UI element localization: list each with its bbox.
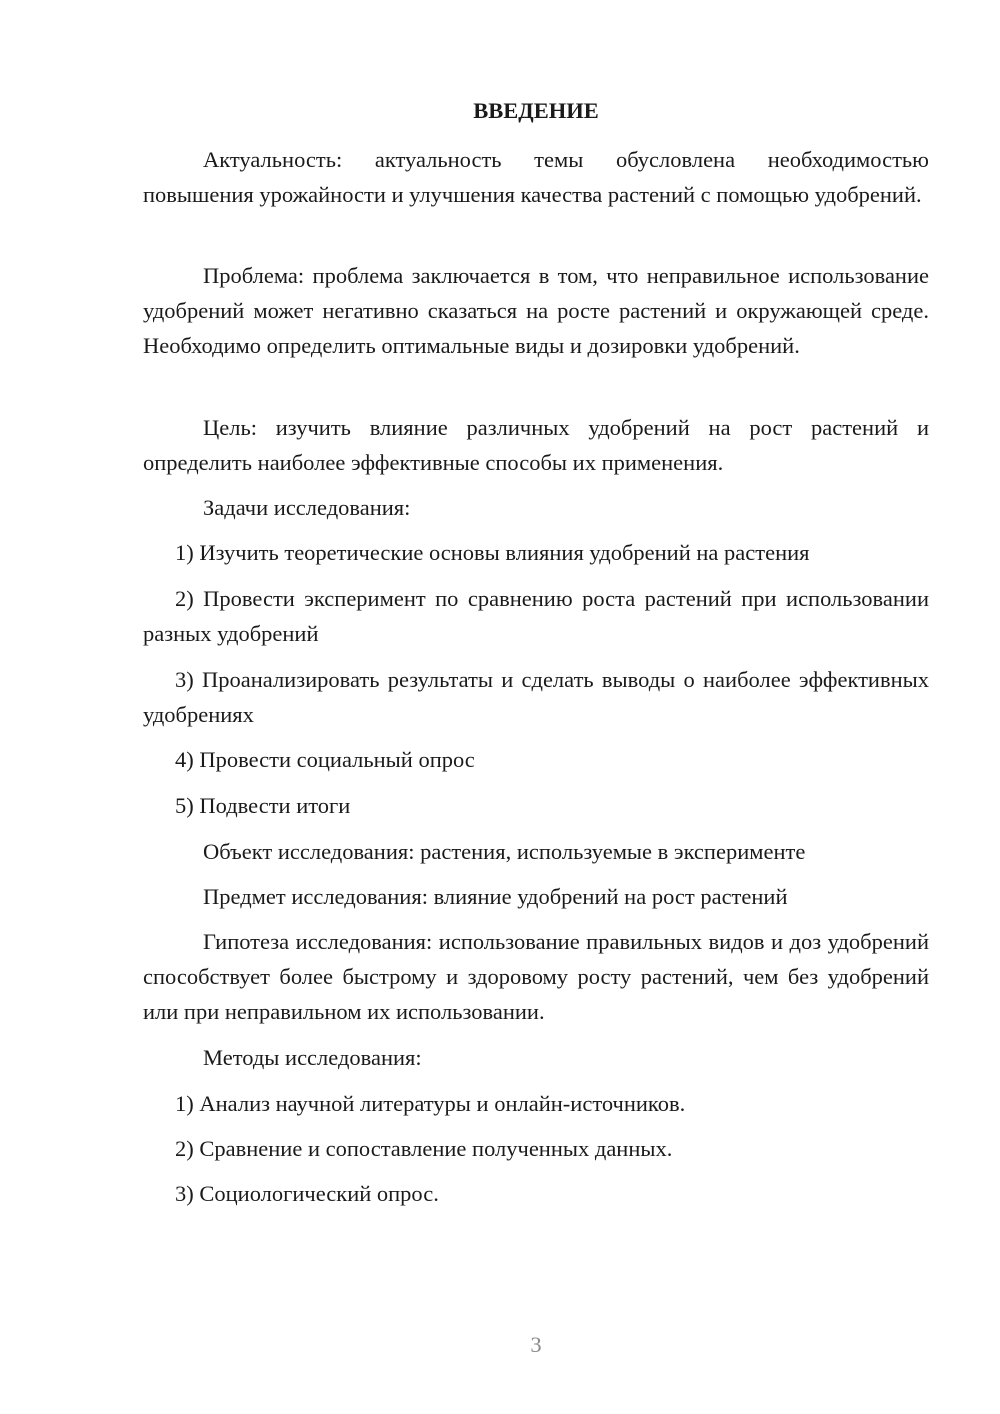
page-title: ВВЕДЕНИЕ xyxy=(473,98,599,123)
task-item-1: 1) Изучить теоретические основы влияния удобрений на растения xyxy=(175,540,810,565)
method-item-1: 1) Анализ научной литературы и онлайн-источников. xyxy=(175,1091,686,1116)
paragraph-object: Объект исследования: растения, используемые в эксперименте xyxy=(203,839,806,864)
method-item-3: 3) Социологический опрос. xyxy=(175,1181,439,1206)
methods-title: Методы исследования: xyxy=(203,1045,422,1070)
paragraph-subject: Предмет исследования: влияние удобрений на рост растений xyxy=(203,884,788,909)
page-number: 3 xyxy=(530,1332,542,1357)
paragraph-problem: Проблема: проблема заключается в том, что неправильное использование удобрений может негативно сказаться на росте растений и окружающей среде. Необходимо определить оптимальные виды и дозировки удобрений. xyxy=(143,263,929,358)
method-item-2: 2) Сравнение и сопоставление полученных данных. xyxy=(175,1136,673,1161)
paragraph-relevance: Актуальность: актуальность темы обусловлена необходимостью повышения урожайности и улучшения качества растений с помощью удобрений. xyxy=(143,147,929,207)
paragraph-hypothesis: Гипотеза исследования: использование правильных видов и доз удобрений способствует более быстрому и здоровому росту растений, чем без удобрений или при неправильном их использовании. xyxy=(143,929,929,1024)
task-item-2: 2) Провести эксперимент по сравнению роста растений при использовании разных удобрений xyxy=(143,586,929,646)
paragraph-goal: Цель: изучить влияние различных удобрений на рост растений и определить наиболее эффективные способы их применения. xyxy=(143,415,929,475)
tasks-title: Задачи исследования: xyxy=(203,495,411,520)
task-item-3: 3) Проанализировать результаты и сделать выводы о наиболее эффективных удобрениях xyxy=(143,667,929,727)
task-item-4: 4) Провести социальный опрос xyxy=(175,747,475,772)
task-item-5: 5) Подвести итоги xyxy=(175,793,351,818)
